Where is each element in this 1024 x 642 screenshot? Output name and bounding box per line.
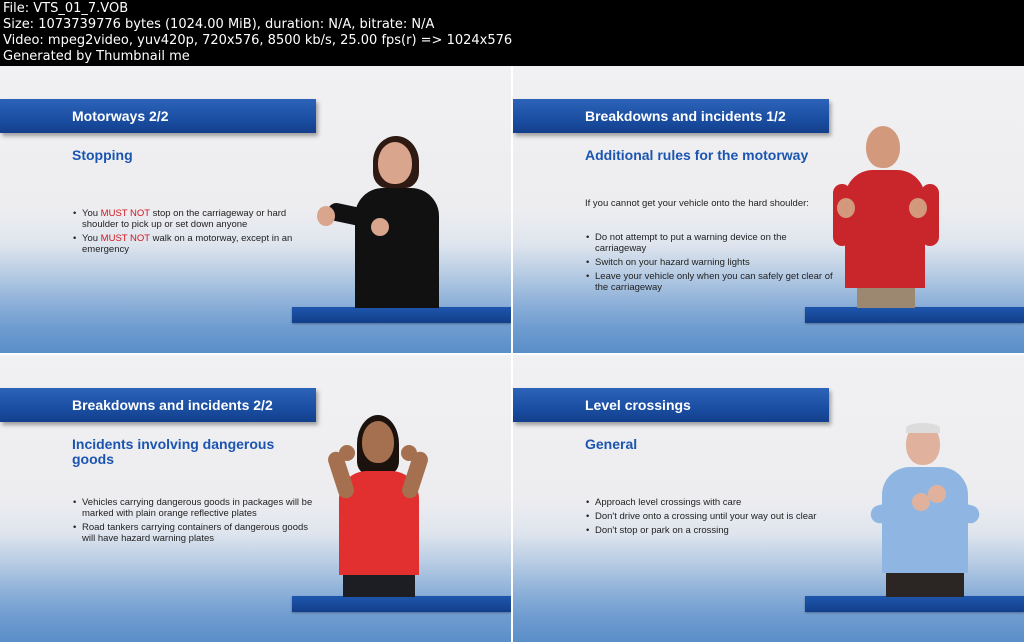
slide-subtitle: General [585, 436, 638, 452]
slide-bullet-list [72, 497, 322, 547]
slide-title-bar [513, 99, 829, 133]
video-frame-3[interactable] [0, 355, 511, 642]
slide-subtitle: Stopping [72, 147, 133, 163]
slide-bullet: • You MUST NOT stop on the carriageway or hard shoulder to pick up or set down anyone [72, 208, 322, 230]
video-info-line: Video: mpeg2video, yuv420p, 720x576, 8500 kb/s, 25.00 fps(r) => 1024x576 [3, 33, 513, 48]
slide-title-bar [0, 388, 316, 422]
slide-title-bar [513, 388, 829, 422]
sign-language-presenter [315, 136, 450, 308]
slide-bottom-bar [292, 307, 511, 323]
file-name-line: File: VTS_01_7.VOB [3, 1, 129, 16]
slide-bullet: • Approach level crossings with care [585, 497, 835, 508]
slide-title: Breakdowns and incidents 1/2 [585, 108, 786, 124]
slide-bullet: • Don't drive onto a crossing until your way out is clear [585, 511, 835, 522]
thumbnail-info-header [0, 0, 1024, 66]
slide-bullet: • Vehicles carrying dangerous goods in packages will be marked with plain orange reflective plates [72, 497, 322, 519]
slide-title: Level crossings [585, 397, 691, 413]
sign-language-presenter [325, 415, 435, 597]
slide-subtitle: Incidents involving dangerous goods [72, 436, 275, 467]
slide-bullet-list [585, 232, 835, 296]
slide-bullet-list [72, 208, 322, 258]
slide-intro-text: If you cannot get your vehicle onto the hard shoulder: [585, 198, 809, 209]
video-frame-4[interactable] [513, 355, 1024, 642]
slide-bullet: • Do not attempt to put a warning device on the carriageway [585, 232, 835, 254]
sign-language-presenter [870, 423, 982, 597]
slide-bottom-bar [805, 596, 1024, 612]
slide-title: Breakdowns and incidents 2/2 [72, 397, 273, 413]
slide-title-bar [0, 99, 316, 133]
slide-subtitle: Additional rules for the motorway [585, 147, 809, 163]
video-frame-2[interactable] [513, 66, 1024, 353]
slide-bottom-bar [292, 596, 511, 612]
thumbnail-grid [0, 66, 1024, 642]
slide-bottom-bar [805, 307, 1024, 323]
slide-title: Motorways 2/2 [72, 108, 169, 124]
slide-bullet-list [585, 497, 835, 539]
slide-bullet: • Switch on your hazard warning lights [585, 257, 835, 268]
generator-line: Generated by Thumbnail me [3, 49, 190, 64]
slide-bullet: • Leave your vehicle only when you can safely get clear of the carriageway [585, 271, 835, 293]
video-frame-1[interactable] [0, 66, 511, 353]
file-size-line: Size: 1073739776 bytes (1024.00 MiB), duration: N/A, bitrate: N/A [3, 17, 435, 32]
slide-bullet: • You MUST NOT walk on a motorway, except in an emergency [72, 233, 322, 255]
slide-bullet: • Road tankers carrying containers of dangerous goods will have hazard warning plates [72, 522, 322, 544]
slide-bullet: • Don't stop or park on a crossing [585, 525, 835, 536]
sign-language-presenter [833, 126, 943, 308]
